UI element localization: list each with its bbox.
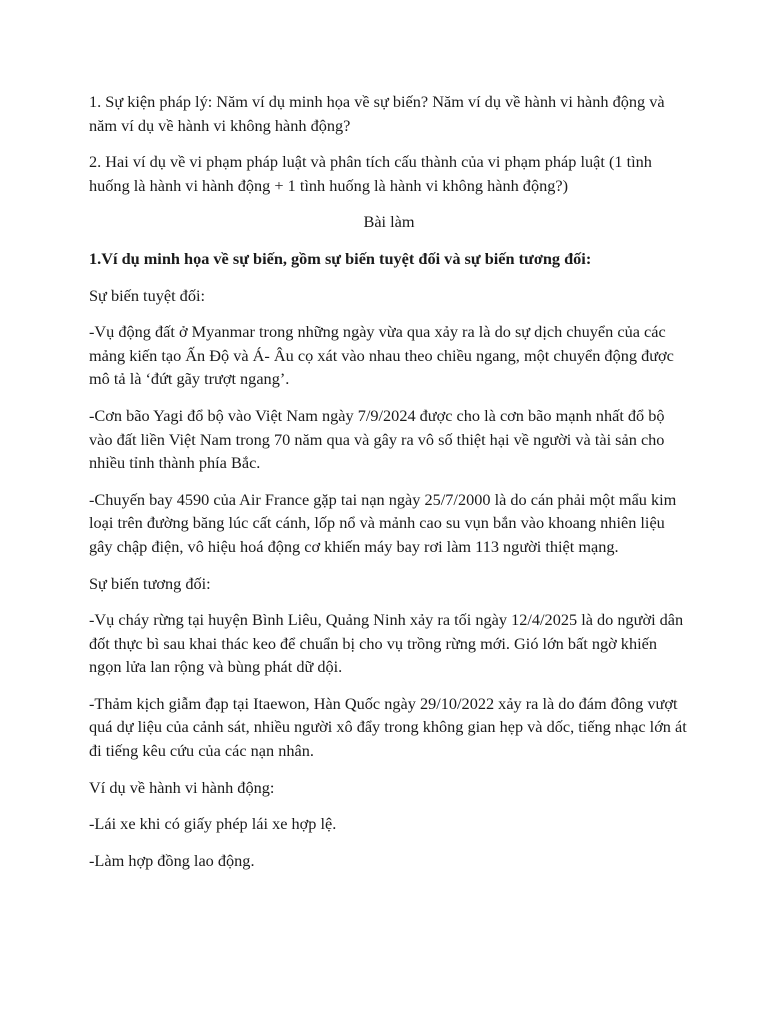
example-itaewon-crowd-crush: -Thảm kịch giẫm đạp tại Itaewon, Hàn Quốc ngày 29/10/2022 xảy ra là do đám đông vượt quá dự liệu của cảnh sát, nhiều người xô đẩy trong không gian hẹp và dốc, tiếng nhạc lớn át đi tiếng kêu cứu của các nạn nhân.	[89, 693, 687, 761]
document-page	[89, 90, 689, 885]
subheading-action-behavior: Ví dụ về hành vi hành động:	[89, 777, 275, 797]
subheading-absolute-events: Sự biến tuyệt đối:	[89, 285, 206, 305]
example-driving-license: -Lái xe khi có giấy phép lái xe hợp lệ.	[89, 814, 337, 834]
example-myanmar-earthquake: -Vụ động đất ở Myanmar trong những ngày vừa qua xảy ra là do sự dịch chuyển của các mảng kiến tạo Ấn Độ và Á- Âu cọ xát vào nhau theo chiều ngang, một chuyển động được mô tả là ‘đứt gãy trượt ngang’.	[89, 322, 674, 389]
example-typhoon-yagi: -Cơn bão Yagi đổ bộ vào Việt Nam ngày 7/9/2024 được cho là cơn bão mạnh nhất đổ bộ vào đất liền Việt Nam trong 70 năm qua và gây ra vô số thiệt hại về người và tài sản cho nhiều tỉnh thành phía Bắc.	[89, 405, 665, 473]
example-air-france-4590: -Chuyến bay 4590 của Air France gặp tai nạn ngày 25/7/2000 là do cán phải một mẩu kim loại trên đường băng lúc cất cánh, lốp nổ và mảnh cao su vụn bắn vào khoang nhiên liệu gây chập điện, vô hiệu hoá động cơ khiến máy bay rơi làm 113 người thiệt mạng.	[89, 489, 677, 556]
section-heading: 1.Ví dụ minh họa về sự biến, gồm sự biến tuyệt đối và sự biến tương đối:	[89, 248, 592, 268]
answer-heading: Bài làm	[363, 212, 415, 232]
example-binh-lieu-forest-fire: -Vụ cháy rừng tại huyện Bình Liêu, Quảng Ninh xảy ra tối ngày 12/4/2025 là do người dân đốt thực bì sau khai thác keo để chuẩn bị cho vụ trồng rừng mới. Gió lớn bất ngờ khiến ngọn lửa lan rộng và bùng phát dữ dội.	[89, 610, 684, 677]
subheading-relative-events: Sự biến tương đối:	[89, 573, 211, 593]
question-1: 1. Sự kiện pháp lý: Năm ví dụ minh họa về sự biến? Năm ví dụ về hành vi hành động và năm ví dụ về hành vi không hành động?	[89, 92, 665, 135]
example-labor-contract: -Làm hợp đồng lao động.	[89, 850, 255, 870]
question-2: 2. Hai ví dụ về vi phạm pháp luật và phân tích cấu thành của vi phạm pháp luật (1 tình huống là hành vi hành động + 1 tình huống là hành vi không hành động?)	[89, 152, 652, 195]
